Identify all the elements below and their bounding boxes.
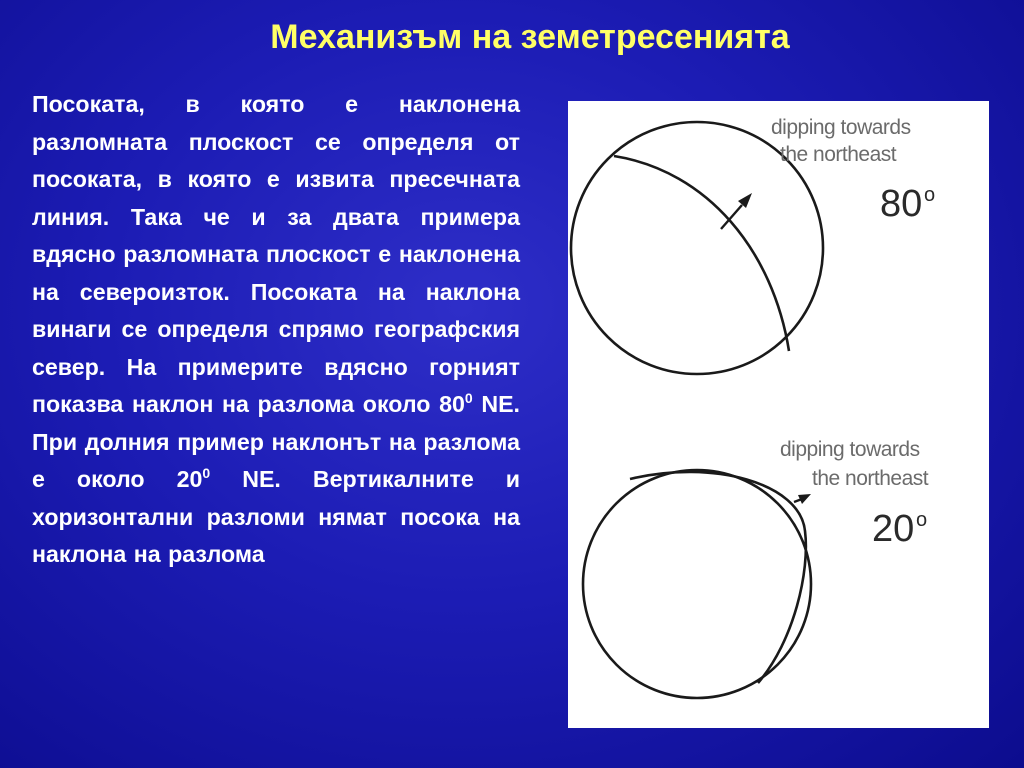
stereonet-top-angle: 80 (880, 183, 923, 225)
stereonet-top-dip-arrow-line (721, 205, 742, 229)
stereonet-bottom (583, 438, 929, 698)
superscript-2: 0 (202, 465, 211, 481)
superscript-1: 0 (464, 390, 473, 406)
body-text (32, 86, 520, 574)
slide-title: Механизъм на земетресенията (270, 18, 790, 56)
stereonet-bottom-angle: 20 (872, 508, 915, 550)
stereonet-top-label-line-1: dipping towards (771, 116, 911, 139)
body-text-part-1: Посоката, в която е наклонена разломната плоскост се определя от посоката, в която е извита пресечната линия. Така че и за двата примера вдясно разломната плоскост е наклонена на североизток. Посоката на наклона винаги се определя спрямо географския север. На примерите вдясно горният показва наклон на разлома около 80 (32, 91, 520, 417)
stereonet-bottom-circle (583, 470, 811, 698)
stereonet-bottom-label-line-2: the northeast (812, 467, 929, 490)
stereonet-bottom-degree: o (916, 509, 928, 531)
stereonet-svg (568, 101, 989, 728)
stereonet-bottom-dip-arrowhead (798, 494, 811, 504)
stereonet-bottom-label-line-1: dipping towards (780, 438, 920, 461)
stereonet-top-plane-arc (614, 156, 789, 351)
stereonet-top-degree: o (924, 184, 936, 206)
stereonet-figure (568, 101, 989, 728)
stereonet-top (571, 116, 935, 374)
body-text-part-2: NE. При долния пример наклонът на разлома е около 20 (32, 391, 520, 492)
body-text-part-3: NE. Вертикалните и хоризонтални разломи нямат посока на наклона на разлома (32, 466, 520, 567)
stereonet-top-label-line-2: the northeast (780, 143, 897, 166)
